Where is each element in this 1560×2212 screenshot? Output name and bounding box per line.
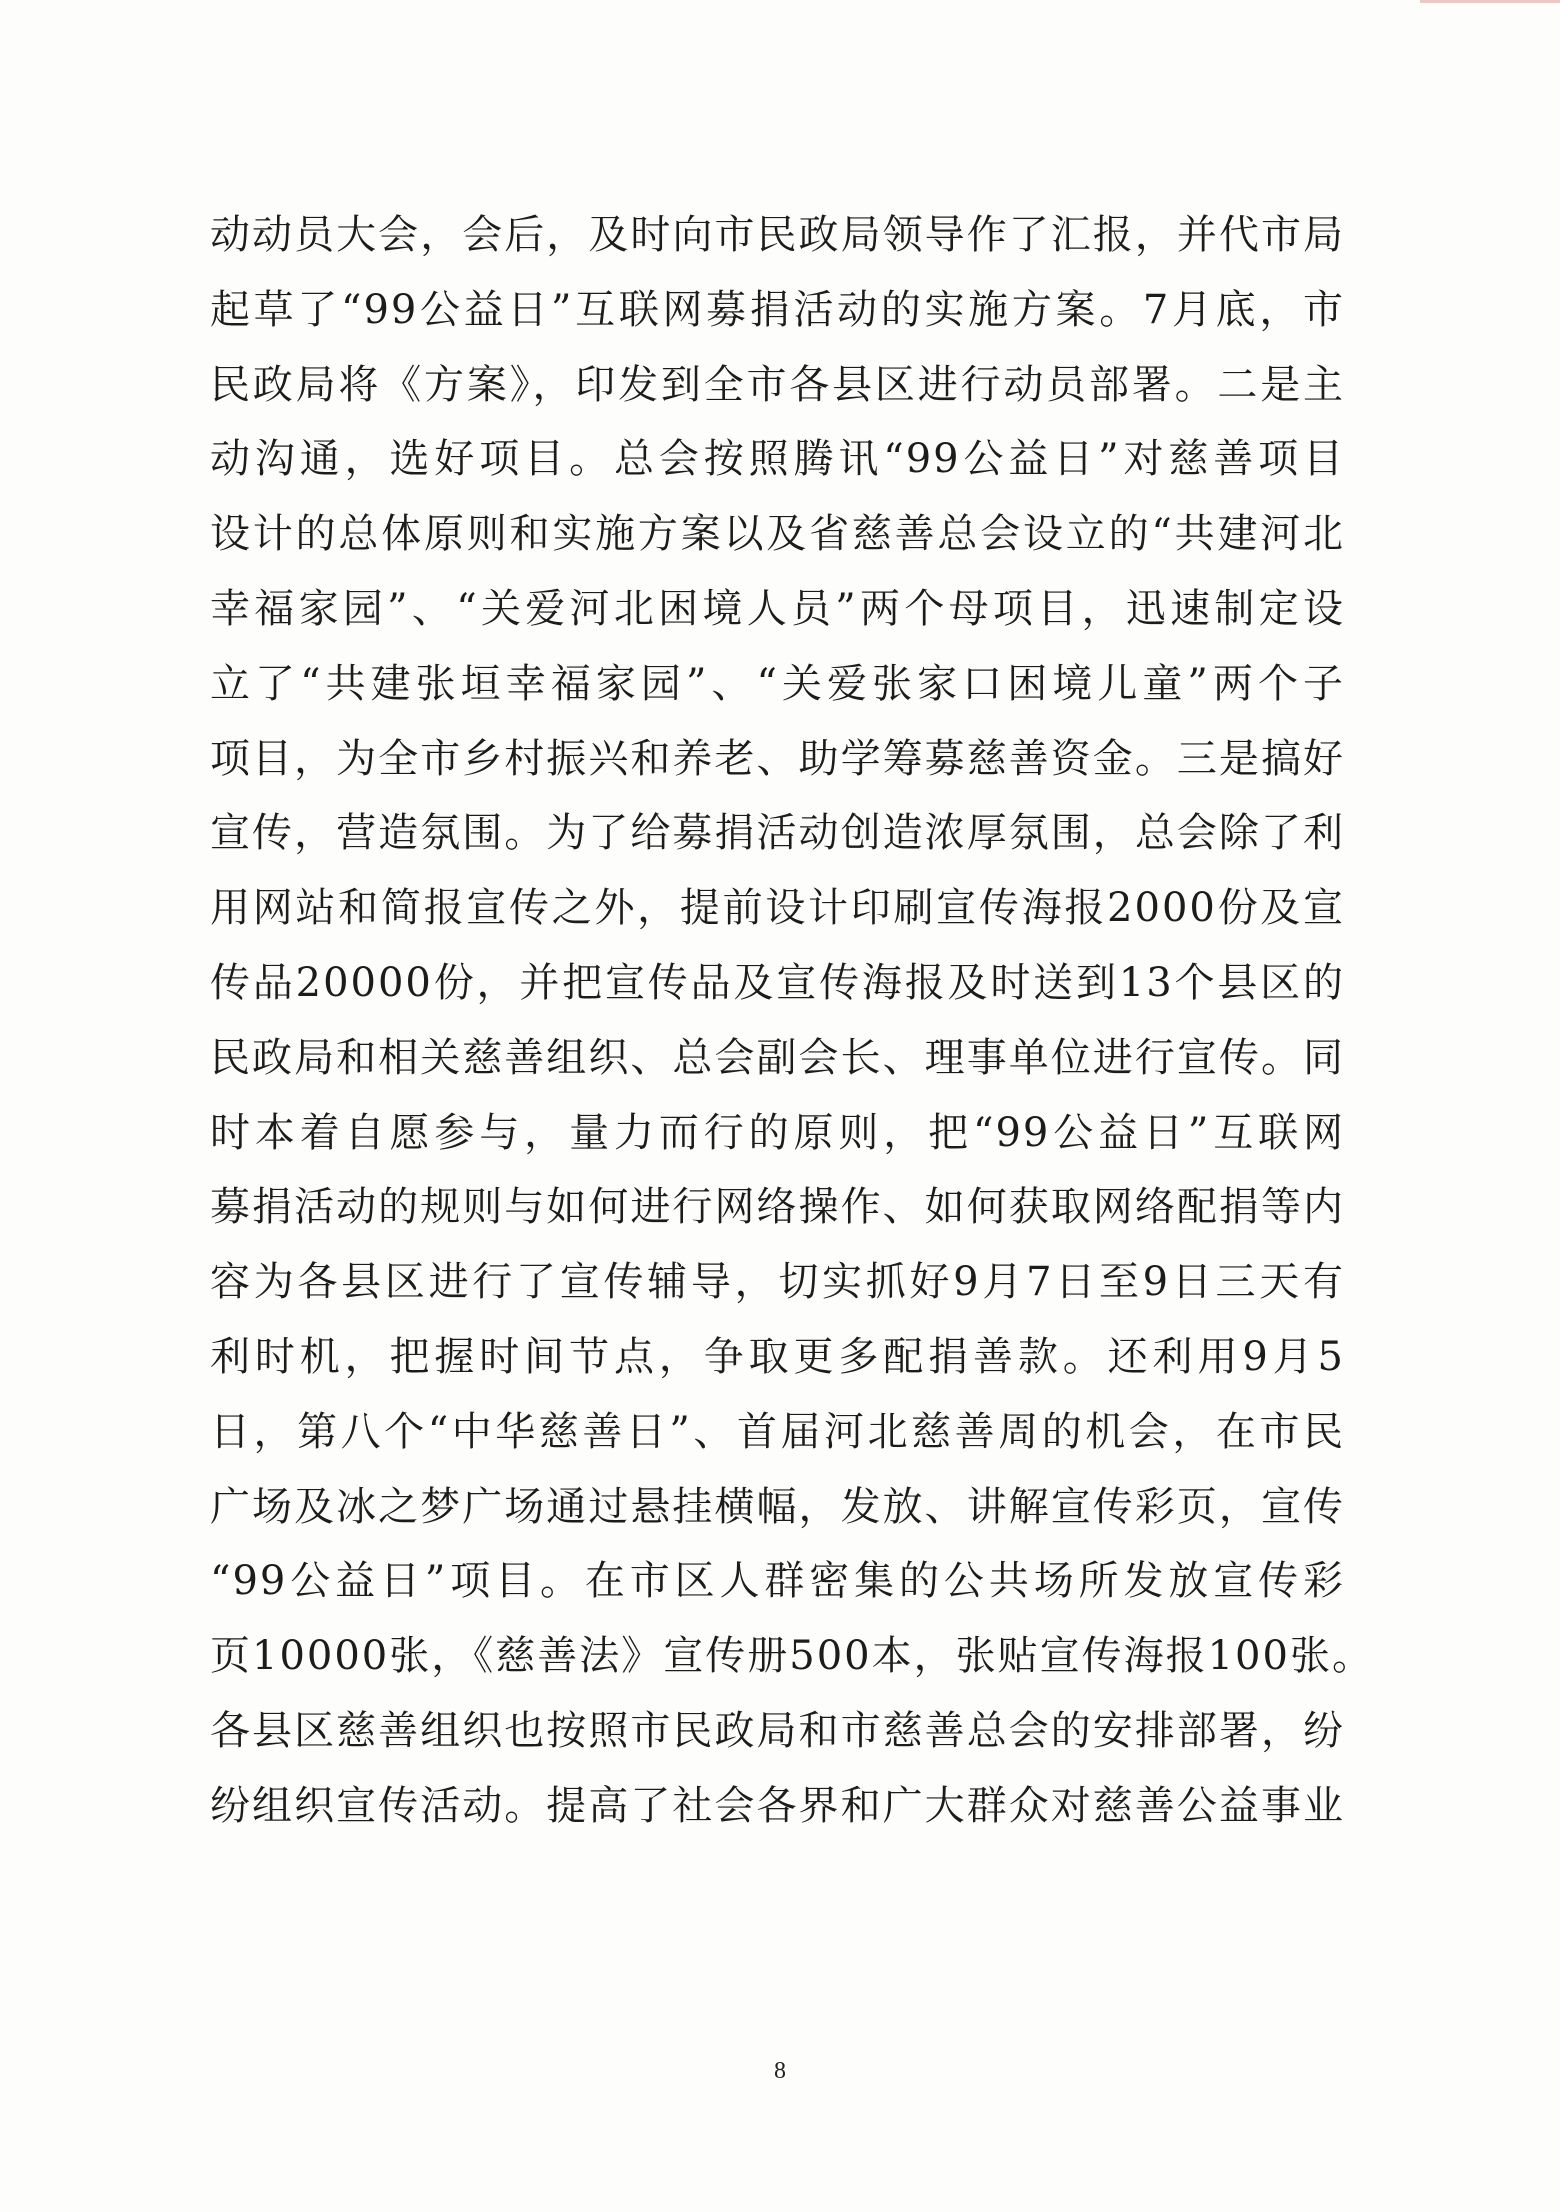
text-line: 广场及冰之梦广场通过悬挂横幅，发放、讲解宣传彩页，宣传 [210, 1483, 1345, 1530]
text-line: 容为各县区进行了宣传辅导，切实抓好9月7日至9日三天有 [210, 1259, 1345, 1306]
text-line: 立了“共建张垣幸福家园”、“关爱张家口困境儿童”两个子 [210, 660, 1345, 707]
text-line: 页10000张，《慈善法》宣传册500本，张贴宣传海报100张。 [210, 1633, 1374, 1680]
text-line: 传品20000份，并把宣传品及宣传海报及时送到13个县区的 [210, 959, 1345, 1006]
text-line: 起草了“99公益日”互联网募捐活动的实施方案。7月底，市 [210, 286, 1345, 333]
text-line: “99公益日”项目。在市区人群密集的公共场所发放宣传彩 [210, 1558, 1345, 1605]
text-line: 动沟通，选好项目。总会按照腾讯“99公益日”对慈善项目 [210, 436, 1345, 483]
text-line: 项目，为全市乡村振兴和养老、助学筹募慈善资金。三是搞好 [210, 735, 1345, 782]
text-line: 民政局和相关慈善组织、总会副会长、理事单位进行宣传。同 [210, 1034, 1345, 1081]
text-line: 幸福家园”、“关爱河北困境人员”两个母项目，迅速制定设 [210, 585, 1345, 632]
text-line: 设计的总体原则和实施方案以及省慈善总会设立的“共建河北 [210, 511, 1345, 558]
text-line: 动动员大会，会后，及时向市民政局领导作了汇报，并代市局 [210, 212, 1345, 258]
text-line: 用网站和简报宣传之外，提前设计印刷宣传海报2000份及宣 [210, 885, 1345, 932]
text-line: 募捐活动的规则与如何进行网络操作、如何获取网络配捐等内 [210, 1184, 1345, 1231]
page-number: 8 [774, 2058, 786, 2084]
text-line: 各县区慈善组织也按照市民政局和市慈善总会的安排部署，纷 [210, 1707, 1345, 1754]
text-line: 日，第八个“中华慈善日”、首届河北慈善周的机会，在市民 [210, 1408, 1345, 1455]
text-line: 利时机，把握时间节点，争取更多配捐善款。还利用9月5 [210, 1333, 1345, 1380]
text-line: 民政局将《方案》，印发到全市各县区进行动员部署。二是主 [210, 361, 1345, 408]
text-line: 时本着自愿参与，量力而行的原则，把“99公益日”互联网 [210, 1109, 1345, 1156]
text-line: 纷组织宣传活动。提高了社会各界和广大群众对慈善公益事业 [210, 1782, 1345, 1829]
text-line: 宣传，营造氛围。为了给募捐活动创造浓厚氛围，总会除了利 [210, 810, 1345, 857]
body-text [210, 198, 1374, 1844]
corner-mark [1420, 0, 1560, 3]
